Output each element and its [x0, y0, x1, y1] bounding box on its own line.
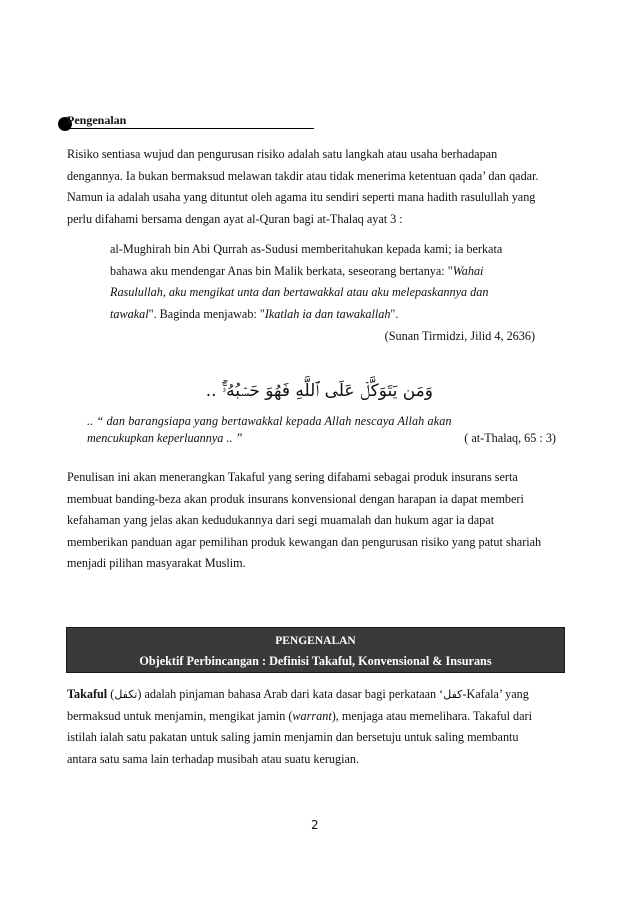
body-line: menjadi pilihan masyarakat Muslim.: [67, 556, 246, 570]
def-line: istilah ialah satu pakatan untuk saling jamin menjamin dan bersetuju untuk saling membantu: [67, 730, 519, 744]
quote-emphasis: tawakal: [110, 306, 149, 321]
banner-subtitle: Objektif Perbincangan : Definisi Takaful, Konvensional & Insurans: [139, 654, 492, 668]
section-heading-text: Pengenalan: [67, 113, 127, 127]
intro-paragraph: [67, 144, 563, 230]
body-line: memberikan panduan agar pemilihan produk kewangan dan pengurusan risiko yang patut shariah: [67, 534, 542, 549]
section-banner: [66, 627, 565, 673]
verse-translation-line: .. “ dan barangsiapa yang bertawakkal kepada Allah nescaya Allah akan: [87, 414, 452, 428]
takaful-definition: [67, 684, 563, 770]
quran-verse-arabic: وَمَن يَتَوَكَّلۡ عَلَى ٱللَّهِ فَهُوَ حَسۡبُهُۥٓۚ ..: [205, 381, 433, 401]
intro-line: perlu difahami bersama dengan ayat al-Quran bagi at-Thalaq ayat 3 :: [67, 211, 403, 226]
def-line: antara satu sama lain terhadap musibah atau suatu kerugian.: [67, 751, 360, 766]
banner-title: PENGENALAN: [275, 635, 356, 647]
body-paragraph: [67, 467, 563, 575]
verse-translation-line: mencukupkan keperluannya .. ”: [87, 431, 243, 445]
page-number: 2: [311, 818, 319, 832]
def-text: (: [107, 687, 115, 701]
arabic-term: تكفل: [114, 688, 138, 701]
verse-reference: ( at-Thalaq, 65 : 3): [464, 431, 556, 445]
def-text: ), menjaga atau memelihara. Takaful dari: [331, 708, 532, 723]
quote-line: al-Mughirah bin Abi Qurrah as-Sudusi memberitahukan kepada kami; ia berkata: [110, 242, 503, 256]
heading-underline: [67, 128, 314, 129]
body-line: membuat banding-beza akan produk insurans konvensional dengan harapan ia dapat memberi: [67, 491, 524, 506]
intro-line: Risiko sentiasa wujud dan pengurusan risiko adalah satu langkah atau usaha berhadapan: [67, 147, 498, 161]
quote-emphasis: Rasulullah, aku mengikat unta dan bertawakkal atau aku melepaskannya dan: [110, 285, 489, 299]
def-text: bermaksud untuk menjamin, mengikat jamin (: [67, 708, 293, 723]
quote-text: ". Baginda menjawab: ": [148, 306, 265, 321]
quote-emphasis: Ikatlah ia dan tawakallah: [264, 306, 391, 321]
takaful-term: Takaful: [67, 687, 108, 701]
section-heading: [58, 113, 314, 129]
quote-text: ".: [390, 306, 399, 321]
hadith-quote: [110, 239, 535, 325]
def-text: ) adalah pinjaman bahasa Arab dari kata dasar bagi perkataan ‘: [137, 687, 444, 701]
intro-line: Namun ia adalah usaha yang dituntut oleh agama itu sendiri seperti mana hadith rasulullah yang: [67, 190, 536, 204]
hadith-citation: (Sunan Tirmidzi, Jilid 4, 2636): [384, 329, 535, 343]
body-line: kefahaman yang jelas akan kedudukannya dari segi muamalah dan hukum agar ia dapat: [67, 513, 495, 527]
intro-line: dengannya. Ia bukan bermaksud melawan takdir atau tidak menerima ketentuan qada’ dan qadar.: [67, 168, 539, 183]
arabic-root: كفل: [443, 688, 463, 701]
body-line: Penulisan ini akan menerangkan Takaful yang sering difahami sebagai produk insurans serta: [67, 470, 518, 484]
quote-text: bahawa aku mendengar Anas bin Malik berkata, seseorang bertanya: ": [110, 263, 453, 278]
quote-emphasis: Wahai: [452, 263, 484, 278]
def-emphasis: warrant: [292, 708, 332, 723]
def-text: -Kafala’ yang: [462, 687, 529, 701]
